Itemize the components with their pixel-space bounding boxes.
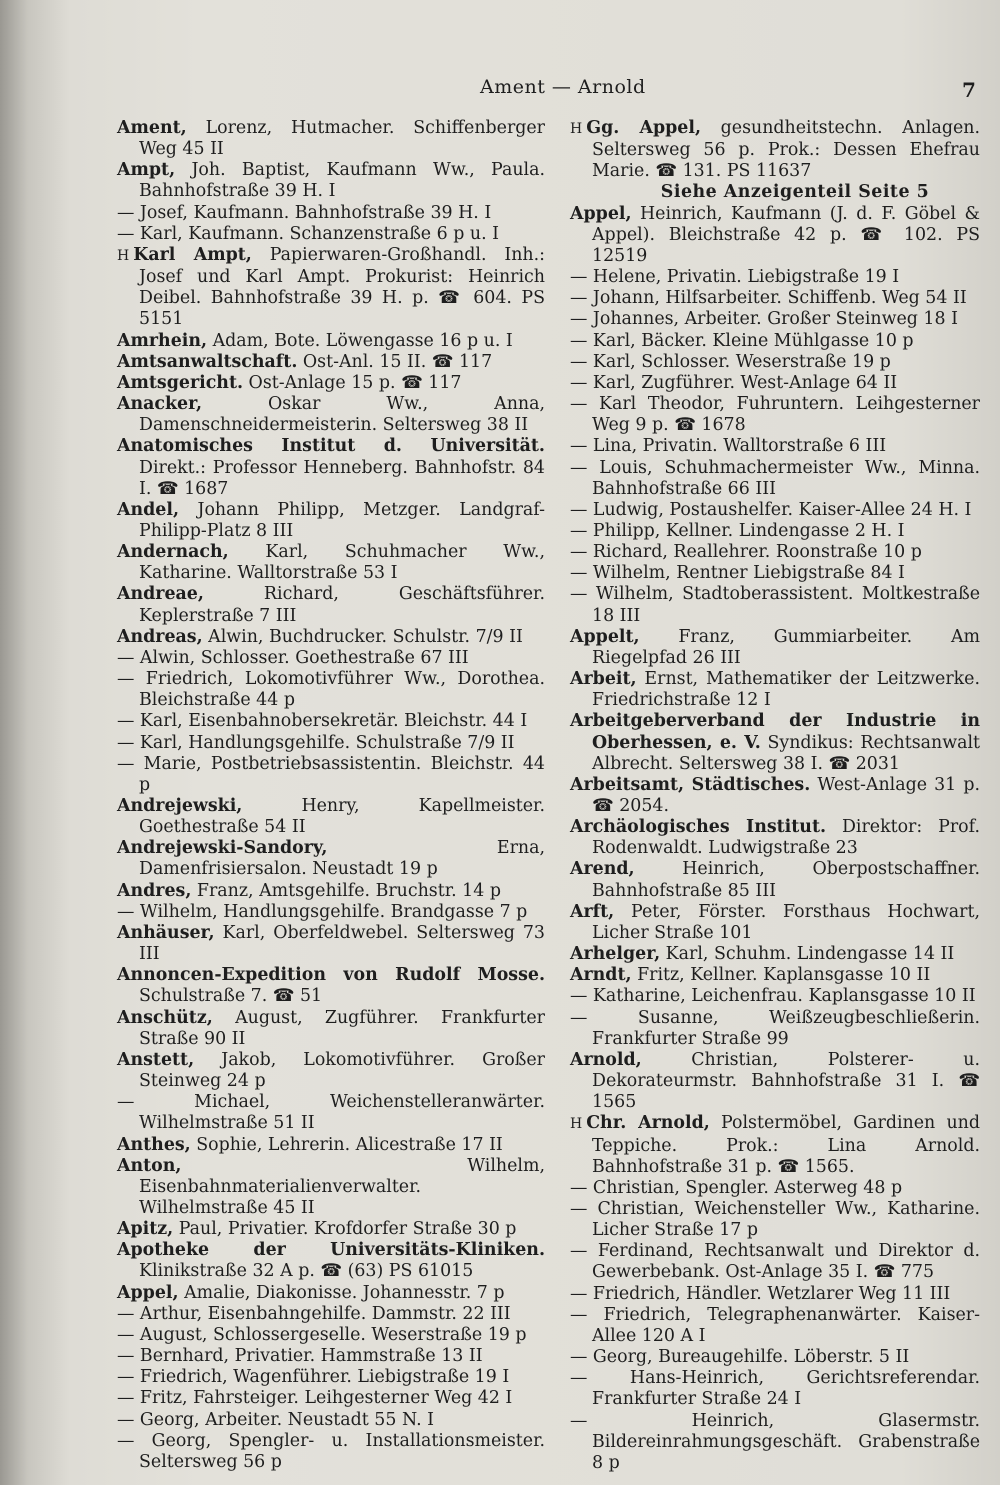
directory-entry bbox=[117, 331, 545, 352]
directory-entry bbox=[117, 796, 545, 838]
entry-headword: Gg. Appel, bbox=[586, 118, 702, 138]
entry-headword: Arhelger, bbox=[570, 944, 661, 965]
directory-entry bbox=[117, 1135, 545, 1156]
entry-headword: Andel, bbox=[117, 499, 180, 520]
entry-headword: Anatomisches Institut d. Universität. bbox=[117, 436, 545, 457]
entry-text: — Hans-Heinrich, Gerichtsreferendar. Frankfurter Straße 24 I bbox=[570, 1368, 980, 1410]
entry-text: August, Zugführer. Frankfurter Straße 90 II bbox=[139, 1007, 545, 1049]
entry-headword: Arbeit, bbox=[570, 669, 637, 690]
entry-text: Christian, Polsterer- u. Dekorateurmstr. Bahnhofstraße 31 I. ☎ 1565 bbox=[592, 1049, 980, 1113]
entry-headword: Arbeitsamt, Städtisches. bbox=[570, 774, 811, 795]
entry-text: Amalie, Diakonisse. Johannesstr. 7 p bbox=[178, 1282, 505, 1303]
sub-entry bbox=[570, 394, 980, 436]
entry-text: Lorenz, Hutmacher. Schiffenberger Weg 45 II bbox=[139, 118, 545, 160]
sub-entry bbox=[117, 1346, 545, 1367]
page-header bbox=[0, 76, 1000, 106]
entry-text: Direktor: Prof. Rodenwaldt. Ludwigstraße 23 bbox=[592, 817, 980, 859]
directory-entry bbox=[570, 669, 980, 711]
entry-text: — Arthur, Eisenbahngehilfe. Dammstr. 22 III bbox=[117, 1303, 511, 1324]
entry-text: Wilhelm, Eisenbahnmaterialienverwalter. Wilhelmstraße 45 II bbox=[139, 1155, 545, 1218]
entry-text: Fritz, Kellner. Kaplansgasse 10 II bbox=[631, 965, 931, 986]
entry-text: — Christian, Spengler. Asterweg 48 p bbox=[570, 1177, 903, 1198]
sub-entry bbox=[117, 1092, 545, 1134]
entry-text: Adam, Bote. Löwengasse 16 p u. I bbox=[207, 330, 513, 351]
reference-note: Siehe Anzeigenteil Seite 5 bbox=[660, 182, 930, 203]
entry-headword: Appel, bbox=[570, 203, 632, 224]
directory-entry bbox=[570, 902, 980, 944]
entry-text: Richard, Geschäftsführer. Keplerstraße 7 III bbox=[139, 584, 545, 626]
directory-entry bbox=[117, 1156, 545, 1219]
sub-entry bbox=[570, 309, 980, 330]
sub-entry bbox=[570, 1199, 980, 1241]
entry-text: — Johann, Hilfsarbeiter. Schiffenb. Weg 54 II bbox=[570, 288, 967, 309]
sub-entry bbox=[570, 436, 980, 457]
entry-headword: Anton, bbox=[117, 1155, 182, 1176]
directory-entry bbox=[117, 965, 545, 1007]
entry-headword: Arend, bbox=[570, 859, 635, 880]
entry-headword: Arnold, bbox=[570, 1049, 642, 1070]
entry-prefix: H bbox=[570, 121, 583, 137]
sub-entry bbox=[570, 288, 980, 309]
entry-headword: Andreae, bbox=[117, 584, 204, 605]
entry-headword: Amtsgericht. bbox=[117, 372, 244, 393]
directory-entry bbox=[570, 965, 980, 986]
directory-entry bbox=[117, 500, 545, 542]
entry-text: — Karl Theodor, Fuhruntern. Leihgesterner Weg 9 p. ☎ 1678 bbox=[570, 394, 980, 436]
directory-entry bbox=[117, 373, 545, 394]
entry-headword: Chr. Arnold, bbox=[586, 1113, 710, 1134]
entry-headword: Andrejewski-Sandory, bbox=[117, 838, 328, 859]
entry-text: Oskar Ww., Anna, Damenschneidermeisterin. Seltersweg 38 II bbox=[139, 394, 545, 436]
sub-entry bbox=[117, 1304, 545, 1325]
entry-text: — Karl, Bäcker. Kleine Mühlgasse 10 p bbox=[570, 330, 914, 351]
page-number: 7 bbox=[962, 78, 976, 102]
entry-headword: Arbeitgeberverband der Industrie in Oberhessen, e. V. bbox=[570, 711, 980, 753]
entry-text: Johann Philipp, Metzger. Landgraf-Philipp-Platz 8 III bbox=[139, 499, 545, 541]
running-head: Ament — Arnold bbox=[480, 76, 646, 98]
entry-text: Ost-Anl. 15 II. ☎ 117 bbox=[297, 351, 493, 372]
entry-text: — Karl, Handlungsgehilfe. Schulstraße 7/9 II bbox=[117, 732, 515, 753]
entry-text: — Friedrich, Lokomotivführer Ww., Dorothea. Bleichstraße 44 p bbox=[117, 669, 545, 711]
entry-text: Karl, Schuhm. Lindengasse 14 II bbox=[660, 944, 955, 965]
sub-entry bbox=[117, 1410, 545, 1431]
entry-text: — Alwin, Schlosser. Goethestraße 67 III bbox=[117, 647, 469, 668]
entry-text: Heinrich, Oberpostschaffner. Bahnhofstraße 85 III bbox=[592, 859, 980, 901]
entry-text: Joh. Baptist, Kaufmann Ww., Paula. Bahnhofstraße 39 H. I bbox=[139, 160, 545, 202]
entry-text: — Georg, Arbeiter. Neustadt 55 N. I bbox=[117, 1409, 434, 1430]
entry-text: — Bernhard, Privatier. Hammstraße 13 II bbox=[117, 1346, 483, 1367]
sub-entry bbox=[570, 1178, 980, 1199]
sub-entry bbox=[570, 563, 980, 584]
entry-text: Alwin, Buchdrucker. Schulstr. 7/9 II bbox=[202, 626, 523, 647]
entry-text: — Christian, Weichensteller Ww., Katharine. Licher Straße 17 p bbox=[570, 1198, 980, 1241]
sub-entry bbox=[570, 521, 980, 542]
sub-entry bbox=[570, 1305, 980, 1347]
sub-entry bbox=[117, 648, 545, 669]
entry-text: Polstermöbel, Gardinen und Teppiche. Prok.: Lina Arnold. Bahnhofstraße 31 p. ☎ 1565. bbox=[592, 1113, 980, 1177]
left-column bbox=[117, 118, 545, 1473]
directory-entry bbox=[570, 1113, 980, 1177]
entry-text: Paul, Privatier. Krofdorfer Straße 30 p bbox=[173, 1219, 517, 1240]
directory-entry bbox=[117, 118, 545, 160]
directory-entry bbox=[117, 923, 545, 965]
sub-entry bbox=[570, 986, 980, 1007]
entry-headword: Anschütz, bbox=[117, 1007, 213, 1028]
directory-entry bbox=[117, 1219, 545, 1240]
directory-entry bbox=[570, 118, 980, 182]
directory-entry bbox=[117, 352, 545, 373]
entry-text: — Fritz, Fahrsteiger. Leihgesterner Weg 42 I bbox=[117, 1388, 513, 1409]
entry-text: — Heinrich, Glasermstr. Bildereinrahmungsgeschäft. Grabenstraße 8 p bbox=[570, 1410, 980, 1473]
directory-entry bbox=[117, 542, 545, 584]
sub-entry bbox=[570, 352, 980, 373]
entry-text: — Georg, Spengler- u. Installationsmeister. Seltersweg 56 p bbox=[117, 1430, 545, 1472]
entry-text: Schulstraße 7. ☎ 51 bbox=[139, 986, 323, 1007]
sub-entry bbox=[117, 711, 545, 732]
entry-text: — Katharine, Leichenfrau. Kaplansgasse 10 II bbox=[570, 986, 976, 1007]
entry-headword: Anstett, bbox=[117, 1049, 195, 1070]
entry-text: — Johannes, Arbeiter. Großer Steinweg 18 I bbox=[570, 309, 958, 330]
entry-text: — Wilhelm, Handlungsgehilfe. Brandgasse 7 p bbox=[117, 901, 528, 922]
sub-entry bbox=[117, 1431, 545, 1473]
entry-text: Ernst, Mathematiker der Leitzwerke. Friedrichstraße 12 I bbox=[592, 669, 980, 711]
entry-headword: Apitz, bbox=[117, 1219, 174, 1240]
sub-entry bbox=[570, 331, 980, 352]
entry-text: Heinrich, Kaufmann (J. d. F. Göbel & Appel). Bleichstraße 42 p. ☎ 102. PS 12519 bbox=[592, 203, 980, 266]
directory-entry bbox=[570, 944, 980, 965]
sub-entry bbox=[117, 902, 545, 923]
sub-entry bbox=[117, 733, 545, 754]
entry-text: Papierwaren-Großhandl. Inh.: Josef und Karl Ampt. Prokurist: Heinrich Deibel. Bahnhofstraße 39 H. p. ☎ 604. PS 5151 bbox=[139, 244, 545, 330]
entry-text: Franz, Amtsgehilfe. Bruchstr. 14 p bbox=[191, 880, 501, 901]
right-column bbox=[570, 118, 980, 1474]
entry-text: — Wilhelm, Stadtoberassistent. Moltkestraße 18 III bbox=[570, 584, 980, 626]
entry-text: — Ludwig, Postaushelfer. Kaiser-Allee 24 H. I bbox=[570, 499, 972, 520]
entry-headword: Ampt, bbox=[117, 160, 176, 181]
entry-headword: Appelt, bbox=[570, 626, 640, 647]
entry-text: Karl, Schuhmacher Ww., Katharine. Walltorstraße 53 I bbox=[139, 542, 545, 584]
entry-text: — Friedrich, Telegraphenanwärter. Kaiser-Allee 120 A I bbox=[570, 1304, 980, 1346]
sub-entry bbox=[117, 1388, 545, 1409]
entry-text: — Susanne, Weißzeugbeschließerin. Frankfurter Straße 99 bbox=[570, 1007, 980, 1049]
entry-text: Peter, Förster. Forsthaus Hochwart, Licher Straße 101 bbox=[592, 901, 980, 943]
entry-text: Syndikus: Rechtsanwalt Albrecht. Seltersweg 38 I. ☎ 2031 bbox=[592, 732, 980, 774]
entry-headword: Appel, bbox=[117, 1282, 179, 1303]
entry-text: — Georg, Bureaugehilfe. Löberstr. 5 II bbox=[570, 1347, 910, 1368]
entry-text: — Karl, Zugführer. West-Anlage 64 II bbox=[570, 372, 898, 393]
entry-headword: Andrejewski, bbox=[117, 796, 243, 816]
directory-entry bbox=[117, 627, 545, 648]
directory-entry bbox=[570, 711, 980, 774]
entry-headword: Annoncen-Expedition von Rudolf Mosse. bbox=[117, 965, 545, 986]
entry-text: Jakob, Lokomotivführer. Großer Steinweg 24 p bbox=[139, 1049, 545, 1092]
entry-text: — Philipp, Kellner. Lindengasse 2 H. I bbox=[570, 520, 905, 541]
directory-entry bbox=[117, 1050, 545, 1092]
entry-text: — Marie, Postbetriebsassistentin. Bleichstr. 44 p bbox=[117, 753, 545, 795]
directory-entry bbox=[570, 204, 980, 267]
entry-headword: Andreas, bbox=[117, 626, 203, 647]
sub-entry bbox=[570, 1284, 980, 1305]
entry-headword: Andres, bbox=[117, 880, 192, 901]
sub-entry bbox=[570, 373, 980, 394]
entry-text: Klinikstraße 32 A p. ☎ (63) PS 61015 bbox=[139, 1261, 474, 1282]
directory-entry bbox=[117, 881, 545, 902]
entry-headword: Karl Ampt, bbox=[133, 244, 252, 265]
sub-entry bbox=[570, 1008, 980, 1050]
sub-entry bbox=[570, 1241, 980, 1283]
entry-text: — Josef, Kaufmann. Bahnhofstraße 39 H. I bbox=[117, 202, 492, 223]
entry-text: — Friedrich, Wagenführer. Liebigstraße 19 I bbox=[117, 1367, 510, 1388]
entry-text: — Friedrich, Händler. Wetzlarer Weg 11 III bbox=[570, 1283, 951, 1304]
sub-entry bbox=[117, 1325, 545, 1346]
entry-headword: Anthes, bbox=[117, 1134, 191, 1155]
entry-text: Sophie, Lehrerin. Alicestraße 17 II bbox=[190, 1134, 503, 1155]
entry-headword: Archäologisches Institut. bbox=[570, 817, 827, 838]
directory-entry bbox=[117, 436, 545, 499]
entry-prefix: H bbox=[570, 1116, 583, 1133]
directory-entry bbox=[117, 394, 545, 436]
directory-entry bbox=[117, 1008, 545, 1050]
entry-headword: Arft, bbox=[570, 901, 615, 922]
entry-text: — Richard, Reallehrer. Roonstraße 10 p bbox=[570, 542, 922, 563]
entry-headword: Anhäuser, bbox=[117, 922, 215, 943]
sub-entry bbox=[570, 267, 980, 288]
sub-entry bbox=[570, 542, 980, 563]
directory-entry bbox=[117, 1283, 545, 1304]
sub-entry bbox=[117, 1367, 545, 1388]
entry-text: — Helene, Privatin. Liebigstraße 19 I bbox=[570, 267, 900, 288]
entry-text: — Wilhelm, Rentner Liebigstraße 84 I bbox=[570, 563, 905, 584]
entry-text: — Karl, Eisenbahnobersekretär. Bleichstr. 44 I bbox=[117, 711, 528, 732]
sub-entry bbox=[570, 458, 980, 500]
entry-text: — Ferdinand, Rechtsanwalt und Direktor d. Gewerbebank. Ost-Anlage 35 I. ☎ 775 bbox=[570, 1241, 980, 1283]
entry-text: Henry, Kapellmeister. Goethestraße 54 II bbox=[139, 796, 545, 838]
entry-text: gesundheitstechn. Anlagen. Seltersweg 56 p. Prok.: Dessen Ehefrau Marie. ☎ 131. PS 11637 bbox=[592, 118, 980, 182]
entry-text: — Karl, Kaufmann. Schanzenstraße 6 p u. I bbox=[117, 223, 500, 244]
entry-text: Karl, Oberfeldwebel. Seltersweg 73 III bbox=[139, 922, 545, 965]
entry-headword: Amrhein, bbox=[117, 330, 208, 351]
directory-entry bbox=[570, 817, 980, 859]
entry-text: Erna, Damenfrisiersalon. Neustadt 19 p bbox=[139, 838, 545, 880]
sub-entry bbox=[117, 669, 545, 711]
entry-headword: Andernach, bbox=[117, 542, 229, 563]
sub-entry bbox=[570, 1368, 980, 1410]
directory-entry bbox=[570, 775, 980, 817]
entry-text: West-Anlage 31 p. ☎ 2054. bbox=[592, 774, 980, 816]
entry-text: Franz, Gummiarbeiter. Am Riegelpfad 26 III bbox=[592, 626, 980, 668]
directory-entry bbox=[570, 1050, 980, 1113]
entry-text: Direkt.: Professor Henneberg. Bahnhofstr. 84 I. ☎ 1687 bbox=[139, 457, 545, 499]
entry-prefix: H bbox=[117, 247, 130, 264]
sub-entry bbox=[570, 1411, 980, 1474]
directory-entry bbox=[570, 627, 980, 669]
entry-headword: Apotheke der Universitäts-Kliniken. bbox=[117, 1240, 545, 1261]
entry-text: — Louis, Schuhmachermeister Ww., Minna. Bahnhofstraße 66 III bbox=[570, 457, 980, 499]
sub-entry bbox=[117, 754, 545, 796]
directory-entry bbox=[570, 859, 980, 901]
directory-entry bbox=[117, 1240, 545, 1282]
directory-entry bbox=[117, 838, 545, 880]
sub-entry bbox=[570, 1347, 980, 1368]
entry-text: — August, Schlossergeselle. Weserstraße 19 p bbox=[117, 1324, 527, 1345]
entry-headword: Amtsanwaltschaft. bbox=[117, 351, 298, 372]
entry-headword: Ament, bbox=[117, 118, 187, 138]
entry-text: — Karl, Schlosser. Weserstraße 19 p bbox=[570, 351, 891, 372]
sub-entry bbox=[117, 203, 545, 224]
entry-text: — Lina, Privatin. Walltorstraße 6 III bbox=[570, 436, 887, 457]
entry-text: — Michael, Weichenstelleranwärter. Wilhelmstraße 51 II bbox=[117, 1092, 545, 1134]
entry-headword: Anacker, bbox=[117, 394, 203, 415]
directory-entry bbox=[117, 584, 545, 626]
directory-entry bbox=[117, 160, 545, 202]
entry-text: Ost-Anlage 15 p. ☎ 117 bbox=[243, 372, 462, 393]
sub-entry bbox=[570, 584, 980, 626]
directory-entry bbox=[117, 245, 545, 331]
sub-entry bbox=[117, 224, 545, 245]
sub-entry bbox=[570, 500, 980, 521]
entry-headword: Arndt, bbox=[570, 965, 632, 986]
